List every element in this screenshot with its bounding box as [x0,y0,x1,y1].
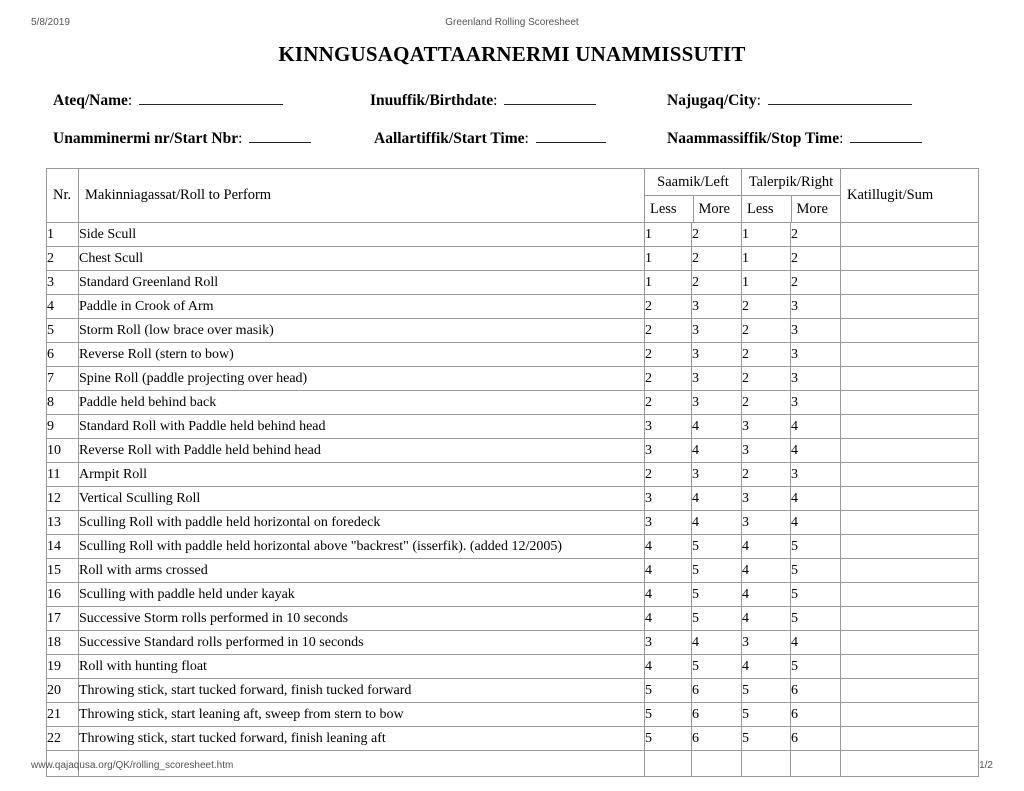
table-row [47,391,979,415]
cell-left-more[interactable]: 2 [692,271,742,295]
cell-sum[interactable] [841,535,979,559]
cell-left-more[interactable]: 5 [692,583,742,607]
print-footer [0,759,1024,773]
cell-nr: 20 [47,679,79,703]
cell-roll: Sculling with paddle held under kayak [79,583,645,607]
cell-right-less[interactable]: 4 [742,535,791,559]
cell-left-less[interactable]: 2 [645,343,692,367]
cell-left-less[interactable]: 3 [645,439,692,463]
cell-roll: Throwing stick, start tucked forward, finish leaning aft [79,727,645,751]
cell-right-more[interactable]: 3 [791,463,841,487]
field-start-nbr [53,129,311,149]
cell-roll: Side Scull [79,223,645,247]
cell-left-less[interactable]: 1 [645,271,692,295]
cell-roll: Throwing stick, start tucked forward, finish tucked forward [79,679,645,703]
cell-right-more[interactable]: 5 [791,559,841,583]
cell-right-more[interactable]: 4 [791,511,841,535]
cell-left-more[interactable]: 2 [692,247,742,271]
field-birthdate-colon: : [493,92,498,109]
cell-right-less[interactable]: 3 [742,511,791,535]
stop-time-input[interactable] [850,129,922,143]
table-row [47,703,979,727]
cell-left-more[interactable]: 3 [692,295,742,319]
cell-sum[interactable] [841,439,979,463]
cell-right-more[interactable]: 6 [791,679,841,703]
cell-nr: 18 [47,631,79,655]
table-row [47,415,979,439]
cell-left-more[interactable]: 3 [692,463,742,487]
cell-left-less[interactable]: 3 [645,631,692,655]
cell-left-less[interactable]: 2 [645,463,692,487]
scoresheet-table-head [47,169,979,223]
cell-right-less[interactable]: 3 [742,439,791,463]
field-city-colon: : [756,92,761,109]
cell-right-more[interactable]: 2 [791,223,841,247]
field-start-nbr-colon: : [238,130,243,147]
cell-roll: Standard Roll with Paddle held behind head [79,415,645,439]
cell-right-less[interactable]: 4 [742,607,791,631]
field-birthdate-label: Inuuffik/Birthdate [370,92,494,109]
cell-left-more[interactable]: 2 [692,223,742,247]
cell-roll: Paddle in Crook of Arm [79,295,645,319]
cell-right-more[interactable]: 3 [791,295,841,319]
cell-roll: Paddle held behind back [79,391,645,415]
field-name [53,91,283,111]
cell-left-more[interactable]: 3 [692,343,742,367]
cell-left-more[interactable]: 4 [692,631,742,655]
cell-nr: 1 [47,223,79,247]
cell-right-more[interactable]: 5 [791,583,841,607]
cell-right-more[interactable]: 5 [791,655,841,679]
cell-roll: Standard Greenland Roll [79,271,645,295]
cell-left-less[interactable]: 2 [645,391,692,415]
cell-left-less[interactable]: 1 [645,247,692,271]
cell-roll: Vertical Sculling Roll [79,487,645,511]
field-city-label: Najugaq/City [667,92,757,109]
table-row [47,559,979,583]
print-header-date: 5/8/2019 [31,17,70,28]
cell-roll: Successive Standard rolls performed in 10 seconds [79,631,645,655]
table-row [47,319,979,343]
cell-right-less[interactable]: 5 [742,679,791,703]
table-row [47,295,979,319]
cell-roll: Armpit Roll [79,463,645,487]
column-header-group-right [742,169,841,223]
cell-roll: Reverse Roll with Paddle held behind head [79,439,645,463]
city-input[interactable] [768,91,912,105]
name-input[interactable] [139,91,283,105]
field-stop-time-label: Naammassiffik/Stop Time [667,130,840,147]
cell-nr: 11 [47,463,79,487]
cell-roll: Throwing stick, start leaning aft, sweep from stern to bow [79,703,645,727]
cell-right-more[interactable]: 5 [791,535,841,559]
cell-right-less[interactable]: 3 [742,631,791,655]
field-name-label: Ateq/Name [53,92,128,109]
cell-left-less[interactable]: 5 [645,703,692,727]
cell-left-more[interactable]: 4 [692,439,742,463]
cell-nr: 15 [47,559,79,583]
cell-nr: 13 [47,511,79,535]
cell-roll: Successive Storm rolls performed in 10 seconds [79,607,645,631]
cell-nr: 6 [47,343,79,367]
table-row [47,487,979,511]
cell-left-less[interactable]: 3 [645,511,692,535]
cell-left-less[interactable]: 1 [645,223,692,247]
cell-right-less[interactable]: 2 [742,295,791,319]
left-group-sub-row [645,196,741,223]
cell-left-more[interactable]: 3 [692,319,742,343]
cell-sum[interactable] [841,631,979,655]
field-start-time [374,129,606,149]
cell-sum[interactable] [841,295,979,319]
cell-left-more[interactable]: 4 [692,511,742,535]
table-row [47,343,979,367]
table-row [47,463,979,487]
cell-left-more[interactable]: 6 [692,727,742,751]
table-row [47,727,979,751]
cell-left-less[interactable]: 2 [645,367,692,391]
table-row [47,583,979,607]
cell-left-less[interactable]: 4 [645,655,692,679]
right-more-header: More [791,196,840,223]
cell-left-less[interactable]: 2 [645,295,692,319]
cell-sum[interactable] [841,679,979,703]
scoresheet-table-body [47,223,979,777]
table-row [47,535,979,559]
cell-sum[interactable] [841,415,979,439]
cell-sum[interactable] [841,655,979,679]
field-start-nbr-label: Unamminermi nr/Start Nbr [53,130,239,147]
cell-sum[interactable] [841,703,979,727]
left-group-title-row [645,169,741,196]
right-group-sub-row [742,196,840,223]
birthdate-input[interactable] [504,91,596,105]
form-row-1 [0,86,1024,124]
cell-roll: Sculling Roll with paddle held horizontal above "backrest" (isserfik). (added 12/2005) [79,535,645,559]
table-row [47,511,979,535]
cell-left-more[interactable]: 5 [692,559,742,583]
page-title: KINNGUSAQATTAARNERMI UNAMMISSUTIT [278,42,746,66]
field-start-time-colon: : [524,130,529,147]
field-name-colon: : [127,92,133,109]
right-group-title-row [742,169,840,196]
cell-left-more[interactable]: 4 [692,487,742,511]
cell-right-less[interactable]: 4 [742,655,791,679]
right-group-title: Talerpik/Right [742,169,840,196]
cell-left-more[interactable]: 5 [692,535,742,559]
left-group-subtable [645,169,741,222]
cell-right-less[interactable]: 1 [742,247,791,271]
cell-right-less[interactable]: 5 [742,727,791,751]
cell-sum[interactable] [841,271,979,295]
left-less-header: Less [645,196,693,223]
start-time-input[interactable] [536,129,606,143]
cell-nr: 21 [47,703,79,727]
cell-sum[interactable] [841,727,979,751]
cell-right-less[interactable]: 3 [742,487,791,511]
cell-nr: 14 [47,535,79,559]
cell-sum[interactable] [841,511,979,535]
cell-sum[interactable] [841,487,979,511]
table-row [47,439,979,463]
column-header-roll: Makinniagassat/Roll to Perform [79,169,645,223]
right-group-subtable [742,169,840,222]
cell-left-more[interactable]: 3 [692,367,742,391]
table-row [47,655,979,679]
cell-left-less[interactable]: 3 [645,415,692,439]
column-header-nr: Nr. [47,169,79,223]
field-birthdate [370,91,596,111]
cell-left-more[interactable]: 5 [692,607,742,631]
cell-sum[interactable] [841,223,979,247]
start-nbr-input[interactable] [249,129,311,143]
field-start-time-label: Aallartiffik/Start Time [374,130,525,147]
cell-sum[interactable] [841,559,979,583]
participant-info-form [0,86,1024,162]
table-row [47,607,979,631]
cell-right-more[interactable]: 4 [791,415,841,439]
cell-left-less[interactable]: 4 [645,583,692,607]
cell-right-more[interactable]: 5 [791,607,841,631]
cell-right-more[interactable]: 2 [791,271,841,295]
cell-right-more[interactable]: 3 [791,343,841,367]
cell-sum[interactable] [841,391,979,415]
cell-sum[interactable] [841,463,979,487]
cell-nr: 19 [47,655,79,679]
left-more-header: More [693,196,741,223]
form-row-2 [0,124,1024,162]
cell-right-more[interactable]: 3 [791,391,841,415]
cell-right-more[interactable]: 2 [791,247,841,271]
cell-left-less[interactable]: 4 [645,535,692,559]
cell-left-more[interactable]: 6 [692,679,742,703]
table-row [47,247,979,271]
cell-roll: Roll with arms crossed [79,559,645,583]
cell-roll: Roll with hunting float [79,655,645,679]
cell-right-less[interactable]: 2 [742,391,791,415]
cell-left-less[interactable]: 5 [645,727,692,751]
field-city [667,91,912,111]
cell-right-less[interactable]: 3 [742,415,791,439]
table-row [47,679,979,703]
cell-right-less[interactable]: 1 [742,271,791,295]
cell-sum[interactable] [841,319,979,343]
field-stop-time [667,129,922,149]
cell-left-less[interactable]: 4 [645,607,692,631]
cell-roll: Sculling Roll with paddle held horizontal on foredeck [79,511,645,535]
table-header-row [47,169,979,223]
cell-nr: 17 [47,607,79,631]
column-header-group-left [645,169,742,223]
cell-nr: 4 [47,295,79,319]
cell-nr: 10 [47,439,79,463]
cell-left-less[interactable]: 2 [645,319,692,343]
print-footer-page-number: 1/2 [979,760,993,771]
right-less-header: Less [742,196,791,223]
cell-right-less[interactable]: 2 [742,367,791,391]
cell-right-less[interactable]: 2 [742,343,791,367]
cell-nr: 12 [47,487,79,511]
cell-right-more[interactable]: 4 [791,439,841,463]
cell-left-more[interactable]: 5 [692,655,742,679]
print-header [0,16,1024,30]
cell-right-more[interactable]: 4 [791,487,841,511]
cell-left-more[interactable]: 3 [692,391,742,415]
left-group-title: Saamik/Left [645,169,741,196]
cell-right-more[interactable]: 4 [791,631,841,655]
cell-sum[interactable] [841,247,979,271]
cell-roll: Storm Roll (low brace over masik) [79,319,645,343]
cell-right-less[interactable]: 4 [742,583,791,607]
cell-nr: 2 [47,247,79,271]
cell-nr: 16 [47,583,79,607]
cell-left-less[interactable]: 3 [645,487,692,511]
cell-sum[interactable] [841,583,979,607]
print-footer-url: www.qajaqusa.org/QK/rolling_scoresheet.htm [31,760,234,771]
cell-right-more[interactable]: 3 [791,319,841,343]
cell-right-less[interactable]: 1 [742,223,791,247]
cell-roll: Reverse Roll (stern to bow) [79,343,645,367]
cell-sum[interactable] [841,607,979,631]
cell-right-more[interactable]: 6 [791,727,841,751]
cell-right-less[interactable]: 2 [742,463,791,487]
cell-sum[interactable] [841,367,979,391]
cell-sum[interactable] [841,343,979,367]
column-header-sum: Katillugit/Sum [841,169,979,223]
cell-right-less[interactable]: 5 [742,703,791,727]
cell-right-more[interactable]: 6 [791,703,841,727]
cell-left-less[interactable]: 4 [645,559,692,583]
cell-nr: 9 [47,415,79,439]
cell-left-more[interactable]: 4 [692,415,742,439]
table-row [47,631,979,655]
cell-roll: Spine Roll (paddle projecting over head) [79,367,645,391]
field-stop-time-colon: : [839,130,844,147]
cell-right-more[interactable]: 3 [791,367,841,391]
scoresheet-table [46,168,979,777]
cell-right-less[interactable]: 2 [742,319,791,343]
cell-nr: 7 [47,367,79,391]
cell-nr: 22 [47,727,79,751]
cell-left-less[interactable]: 5 [645,679,692,703]
cell-nr: 5 [47,319,79,343]
cell-nr: 8 [47,391,79,415]
table-row [47,367,979,391]
cell-nr: 3 [47,271,79,295]
table-row [47,223,979,247]
cell-right-less[interactable]: 4 [742,559,791,583]
cell-left-more[interactable]: 6 [692,703,742,727]
print-header-document-name: Greenland Rolling Scoresheet [445,17,579,28]
table-row [47,271,979,295]
cell-roll: Chest Scull [79,247,645,271]
